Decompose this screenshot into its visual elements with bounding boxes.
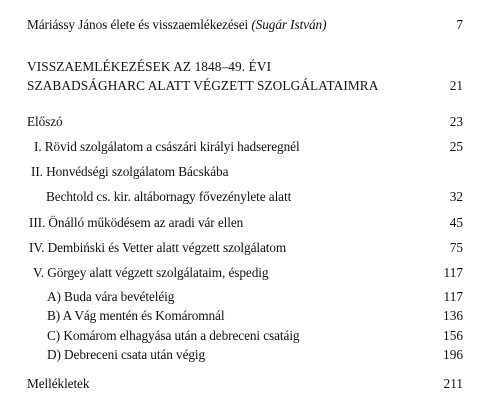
toc-entry xyxy=(0,375,491,393)
toc-entry-title: V. Görgey alatt végzett szolgálataim, éspedig xyxy=(33,265,269,280)
toc-entry xyxy=(0,58,491,76)
toc-entry-title: SZABADSÁGHARC ALATT VÉGZETT SZOLGÁLATAIMRA xyxy=(27,78,379,93)
toc-entry-title: IV. Dembiński és Vetter alatt végzett szolgálatom xyxy=(29,240,287,255)
toc-entry-title: VISSZAEMLÉKEZÉSEK AZ 1848–49. ÉVI xyxy=(27,59,272,74)
toc-entry-title: Bechtold cs. kir. altábornagy fővezénylete alatt xyxy=(46,189,292,204)
toc-entry-page: 117 xyxy=(443,265,463,280)
toc-entry-title: I. Rövid szolgálatom a császári királyi hadseregnél xyxy=(34,139,300,154)
toc-entry xyxy=(0,214,491,232)
toc-entry xyxy=(0,239,491,257)
toc-entry-title: II. Honvédségi szolgálatom Bácskába xyxy=(31,164,229,179)
toc-entry-title: B) A Vág mentén és Komáromnál xyxy=(47,308,225,323)
toc-entry-page: 21 xyxy=(449,78,463,93)
toc-entry-title: A) Buda vára bevételéig xyxy=(47,289,175,304)
toc-entry xyxy=(0,188,491,206)
toc-entry-title xyxy=(27,16,326,34)
toc-entry xyxy=(0,346,491,364)
toc-entry xyxy=(0,138,491,156)
toc-entry xyxy=(0,307,491,325)
toc-entry-title: C) Komárom elhagyása után a debreceni csatáig xyxy=(47,328,300,343)
toc-entry-page: 23 xyxy=(449,114,463,129)
toc-entry xyxy=(0,163,491,181)
toc-entry xyxy=(0,77,491,95)
toc-entry-page: 25 xyxy=(449,139,463,154)
toc-entry xyxy=(0,113,491,131)
toc-entry xyxy=(0,264,491,282)
toc-entry-title: Mellékletek xyxy=(27,376,90,391)
toc-entry-page: 136 xyxy=(443,308,463,323)
toc-entry-page: 117 xyxy=(443,289,463,304)
toc-entry-page: 32 xyxy=(449,189,463,204)
toc-entry-title-main: Máriássy János élete és visszaemlékezései xyxy=(27,17,249,32)
toc-entry-page: 196 xyxy=(443,347,463,362)
toc-entry xyxy=(0,288,491,306)
toc-entry xyxy=(0,327,491,345)
toc-entry-title: III. Önálló működésem az aradi vár ellen xyxy=(29,215,244,230)
toc-entry-page: 7 xyxy=(456,17,463,32)
toc-entry-page: 75 xyxy=(449,240,463,255)
toc-entry xyxy=(0,16,491,34)
toc-entry-title: D) Debreceni csata után végig xyxy=(47,347,206,362)
toc-entry-page: 211 xyxy=(443,376,463,391)
toc-entry-title: Előszó xyxy=(27,114,63,129)
toc-entry-author: (Sugár István) xyxy=(251,17,327,32)
toc-entry-page: 156 xyxy=(443,328,463,343)
toc-entry-page: 45 xyxy=(449,215,463,230)
